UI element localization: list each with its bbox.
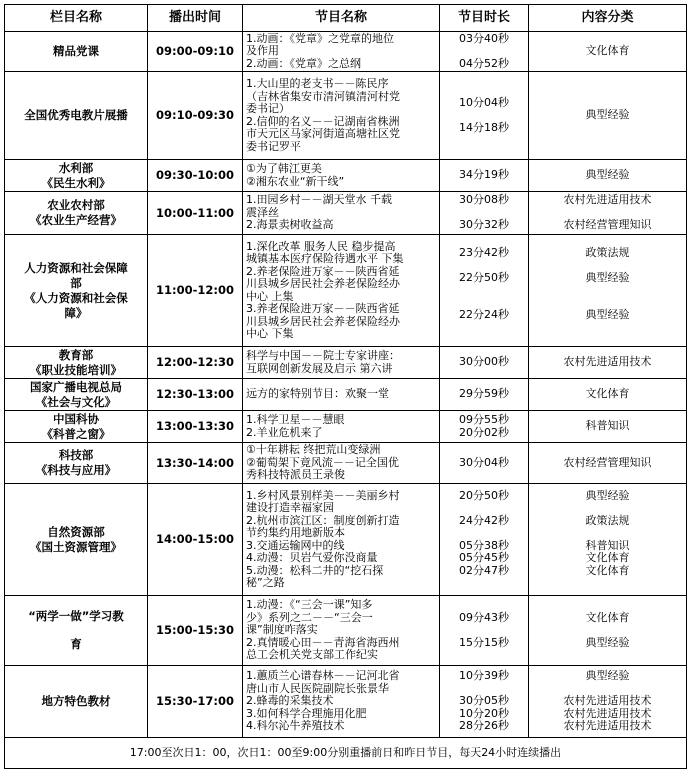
column-name-line: 《民生水利》	[41, 175, 111, 190]
program-line: 2.蜂毒的采集技术	[246, 694, 334, 708]
program-line: 2.羊业危机来了	[246, 425, 323, 439]
program-line: 5.动漫：松科二井的“挖石探	[246, 563, 384, 577]
column-name-line: 《国土资源管理》	[30, 539, 122, 554]
category-line: 农村先进适用技术	[563, 719, 652, 733]
program-line: 委书记罗平	[246, 139, 301, 153]
duration-line: 03分40秒	[459, 31, 509, 45]
footer-note: 17:00至次日1：00，次日1：00至9:00分别重播前日和昨日节目，每天24小时连续播出	[5, 738, 687, 769]
program-line: 4.动漫：贝岩气爱你没商量	[246, 551, 378, 564]
category-line: 政策法规	[585, 245, 630, 259]
category-line: 文化体育	[585, 44, 630, 58]
column-name-line: 部	[70, 275, 82, 290]
program-name	[243, 32, 440, 72]
program-line: 城镇基本医疗保险待遇水平 下集	[246, 252, 404, 265]
program-line: 川县城乡居民社会养老保险经办	[246, 314, 400, 328]
column-name	[5, 347, 148, 379]
column-name-line: 自然资源部	[47, 524, 105, 539]
duration-line: 20分50秒	[459, 488, 509, 502]
program-line: 节约集约用地新版本	[246, 526, 345, 539]
duration-line: 22分24秒	[459, 308, 509, 322]
category-line: 农村经营管理知识	[563, 218, 652, 232]
program-name	[243, 596, 440, 666]
program-duration	[440, 192, 529, 235]
program-line: 1.动漫：《“三会一课”知多	[246, 598, 373, 612]
broadcast-time: 11:00-12:00	[148, 235, 243, 347]
broadcast-time: 15:30-17:00	[148, 666, 243, 738]
category-line: 文化体育	[585, 610, 630, 624]
program-line: 1.科学卫星－－慧眼	[246, 413, 345, 426]
duration-line: 10分39秒	[459, 669, 509, 683]
column-name: 地方特色教材	[5, 666, 148, 738]
duration-line: 05分45秒	[459, 551, 509, 564]
duration-line: 30分05秒	[459, 694, 509, 708]
program-duration	[440, 596, 529, 666]
content-category	[529, 411, 687, 443]
content-category	[529, 443, 687, 484]
program-line: 秘”之路	[246, 576, 285, 589]
program-duration	[440, 484, 529, 596]
category-line: 典型经验	[585, 308, 630, 322]
program-line: ①十年耕耘 终把荒山变绿洲	[246, 443, 381, 457]
column-name-line: 障》	[64, 305, 88, 320]
header-program: 节目名称	[243, 5, 440, 32]
program-line: 互联网创新发展及启示 第六讲	[246, 361, 393, 375]
program-duration	[440, 443, 529, 484]
category-line: 文化体育	[585, 551, 630, 564]
program-duration	[440, 72, 529, 160]
program-line: 委书记）	[246, 102, 290, 115]
broadcast-time: 09:00-09:10	[148, 32, 243, 72]
column-name	[5, 192, 148, 235]
program-line: 2.动画：《党章》之总纲	[246, 56, 361, 70]
program-duration	[440, 160, 529, 192]
program-line: 课”制度咋落实	[246, 623, 318, 637]
program-line: 4.科尔沁牛养殖技术	[246, 719, 345, 733]
duration-line: 04分52秒	[459, 56, 509, 70]
duration-line: 09分43秒	[459, 610, 509, 624]
duration-line: 09分55秒	[459, 413, 509, 426]
content-category	[529, 484, 687, 596]
program-line: ①为了韩江更美	[246, 162, 322, 175]
category-line: 农村先进适用技术	[563, 694, 652, 708]
program-duration	[440, 32, 529, 72]
program-line: 2.杭州市滨江区：制度创新打造	[246, 513, 400, 527]
category-line: 典型经验	[585, 270, 630, 284]
program-line: 1.动画：《党章》之党章的地位	[246, 31, 394, 45]
program-line: 及作用	[246, 44, 279, 58]
column-name	[5, 160, 148, 192]
program-line: 1.大山里的老支书－－陈民序	[246, 77, 389, 90]
category-line: 典型经验	[585, 635, 630, 649]
program-name	[243, 666, 440, 738]
program-name	[243, 72, 440, 160]
broadcast-time: 15:00-15:30	[148, 596, 243, 666]
duration-line: 30分08秒	[459, 193, 509, 207]
column-name: 精品党课	[5, 32, 148, 72]
program-name	[243, 235, 440, 347]
broadcast-time: 12:30-13:00	[148, 379, 243, 411]
header-time: 播出时间	[148, 5, 243, 32]
category-line: 农村先进适用技术	[563, 355, 652, 369]
column-name	[5, 596, 148, 666]
footer-row	[5, 738, 687, 769]
header-column: 栏目名称	[5, 5, 148, 32]
program-line: 建设打造幸福家园	[246, 501, 334, 514]
category-line: 政策法规	[585, 513, 630, 527]
program-line: 2.海景卖树收益高	[246, 218, 334, 232]
duration-line: 23分42秒	[459, 245, 509, 259]
column-name-line: 《科技与应用》	[35, 463, 117, 477]
duration-line: 29分59秒	[459, 387, 509, 401]
column-name: 全国优秀电教片展播	[5, 72, 148, 160]
content-category	[529, 160, 687, 192]
content-category	[529, 72, 687, 160]
program-duration	[440, 235, 529, 347]
duration-line: 10分04秒	[459, 95, 509, 109]
column-name-line: 育	[70, 636, 82, 651]
program-line: ②葡萄架下竟风流－－记全国优	[246, 455, 399, 469]
broadcast-time: 13:00-13:30	[148, 411, 243, 443]
table-row	[5, 666, 687, 738]
category-line: 典型经验	[585, 108, 630, 122]
broadcast-time: 14:00-15:00	[148, 484, 243, 596]
column-name-line: 《职业技能培训》	[30, 362, 122, 377]
duration-line: 15分15秒	[459, 635, 509, 649]
table-row	[5, 484, 687, 596]
program-line: ②湘东农业“新干线”	[246, 174, 345, 188]
broadcast-time: 09:30-10:00	[148, 160, 243, 192]
category-line: 科普知识	[585, 538, 630, 552]
table-row	[5, 160, 687, 192]
program-line: 2.信仰的名义－－记湖南省株洲	[246, 114, 400, 128]
table-row	[5, 72, 687, 160]
category-line: 农村先进适用技术	[563, 706, 652, 720]
content-category	[529, 235, 687, 347]
column-name-line: 《人力资源和社会保	[24, 290, 128, 305]
table-row	[5, 443, 687, 484]
category-line: 典型经验	[585, 168, 630, 182]
program-name	[243, 379, 440, 411]
table-row	[5, 596, 687, 666]
header-category: 内容分类	[529, 5, 687, 32]
duration-line: 30分00秒	[459, 355, 509, 369]
table-row	[5, 347, 687, 379]
content-category	[529, 379, 687, 411]
program-name	[243, 443, 440, 484]
column-name-line: “两学一做”学习教	[28, 609, 124, 624]
program-line: 3.交通运输网中的线	[246, 538, 345, 552]
column-name-line: 《社会与文化》	[35, 394, 117, 409]
program-duration	[440, 666, 529, 738]
program-line: 中心 上集	[246, 289, 294, 303]
column-name-line: 水利部	[58, 160, 94, 175]
content-category	[529, 32, 687, 72]
table-row	[5, 411, 687, 443]
program-line: 震泽丝	[246, 205, 279, 219]
program-name	[243, 160, 440, 192]
program-line: 中心 下集	[246, 327, 294, 340]
duration-line: 22分50秒	[459, 270, 509, 284]
program-line: 1.深化改革 服务人民 稳步提高	[246, 239, 396, 253]
column-name	[5, 379, 148, 411]
duration-line: 20分02秒	[459, 425, 509, 439]
column-name-line: 农业农村部	[47, 198, 105, 212]
program-line: 1.蕙质兰心谱春林－－记河北省	[246, 669, 400, 683]
column-name	[5, 235, 148, 347]
broadcast-time: 12:00-12:30	[148, 347, 243, 379]
header-duration: 节目时长	[440, 5, 529, 32]
table-row	[5, 235, 687, 347]
content-category	[529, 347, 687, 379]
program-line: 少》系列之二－－“三会一	[246, 610, 373, 624]
duration-line: 02分47秒	[459, 563, 509, 577]
broadcast-time: 10:00-11:00	[148, 192, 243, 235]
category-line: 文化体育	[585, 387, 630, 401]
program-line: 2.真情暖心田－－青海省海西州	[246, 635, 400, 649]
program-line: （吉林省集安市清河镇清河村党	[246, 89, 400, 103]
program-line: 川县城乡居民社会养老保险经办	[246, 277, 400, 290]
program-name	[243, 192, 440, 235]
program-line: 2.养老保险进万家－－陕西省延	[246, 264, 400, 278]
program-line: 远方的家特别节目：欢聚一堂	[246, 387, 389, 401]
program-name	[243, 347, 440, 379]
column-name-line: 人力资源和社会保障	[24, 260, 128, 275]
duration-line: 10分20秒	[459, 706, 509, 720]
category-line: 农村先进适用技术	[563, 193, 652, 207]
duration-line: 30分32秒	[459, 218, 509, 232]
program-duration	[440, 347, 529, 379]
program-name	[243, 411, 440, 443]
column-name-line: 科技部	[58, 448, 94, 462]
table-row	[5, 192, 687, 235]
duration-line: 05分38秒	[459, 538, 509, 552]
duration-line: 28分26秒	[459, 719, 509, 733]
program-line: 科学与中国－－院士专家讲座：	[246, 349, 400, 362]
table-row	[5, 32, 687, 72]
duration-line: 30分04秒	[459, 455, 509, 469]
program-duration	[440, 379, 529, 411]
program-line: 总工会机关党支部工作纪实	[246, 648, 378, 662]
column-name	[5, 443, 148, 484]
column-name-line: 《科普之窗》	[41, 426, 111, 441]
broadcast-time: 13:30-14:00	[148, 443, 243, 484]
content-category	[529, 596, 687, 666]
program-line: 秀科技特派员王录俊	[246, 468, 345, 482]
column-name-line: 国家广播电视总局	[30, 379, 122, 394]
category-line: 典型经验	[585, 669, 630, 683]
program-line: 1.乡村风景别样美－－美丽乡村	[246, 488, 400, 502]
header-row	[5, 5, 687, 32]
duration-line: 14分18秒	[459, 120, 509, 134]
program-line: 唐山市人民医院副院长张景华	[246, 681, 389, 695]
category-line: 文化体育	[585, 563, 630, 577]
content-category	[529, 192, 687, 235]
content-category	[529, 666, 687, 738]
column-name	[5, 411, 148, 443]
duration-line: 24分42秒	[459, 513, 509, 527]
program-line: 市天元区马家河街道高塘社区党	[246, 127, 400, 140]
category-line: 科普知识	[585, 419, 630, 433]
broadcast-time: 09:10-09:30	[148, 72, 243, 160]
program-line: 3.养老保险进万家－－陕西省延	[246, 302, 400, 315]
column-name	[5, 484, 148, 596]
program-line: 1.田园乡村－－湖天堂水 千载	[246, 193, 392, 207]
category-line: 典型经验	[585, 488, 630, 502]
column-name-line: 中国科协	[53, 411, 99, 426]
column-name-line: 教育部	[58, 347, 94, 362]
column-name-line: 《农业生产经营》	[30, 213, 122, 227]
duration-line: 34分19秒	[459, 168, 509, 182]
program-name	[243, 484, 440, 596]
program-duration	[440, 411, 529, 443]
category-line: 农村经营管理知识	[563, 455, 652, 469]
table-row	[5, 379, 687, 411]
program-line: 3.如何科学合理施用化肥	[246, 706, 367, 720]
schedule-table	[4, 4, 687, 769]
